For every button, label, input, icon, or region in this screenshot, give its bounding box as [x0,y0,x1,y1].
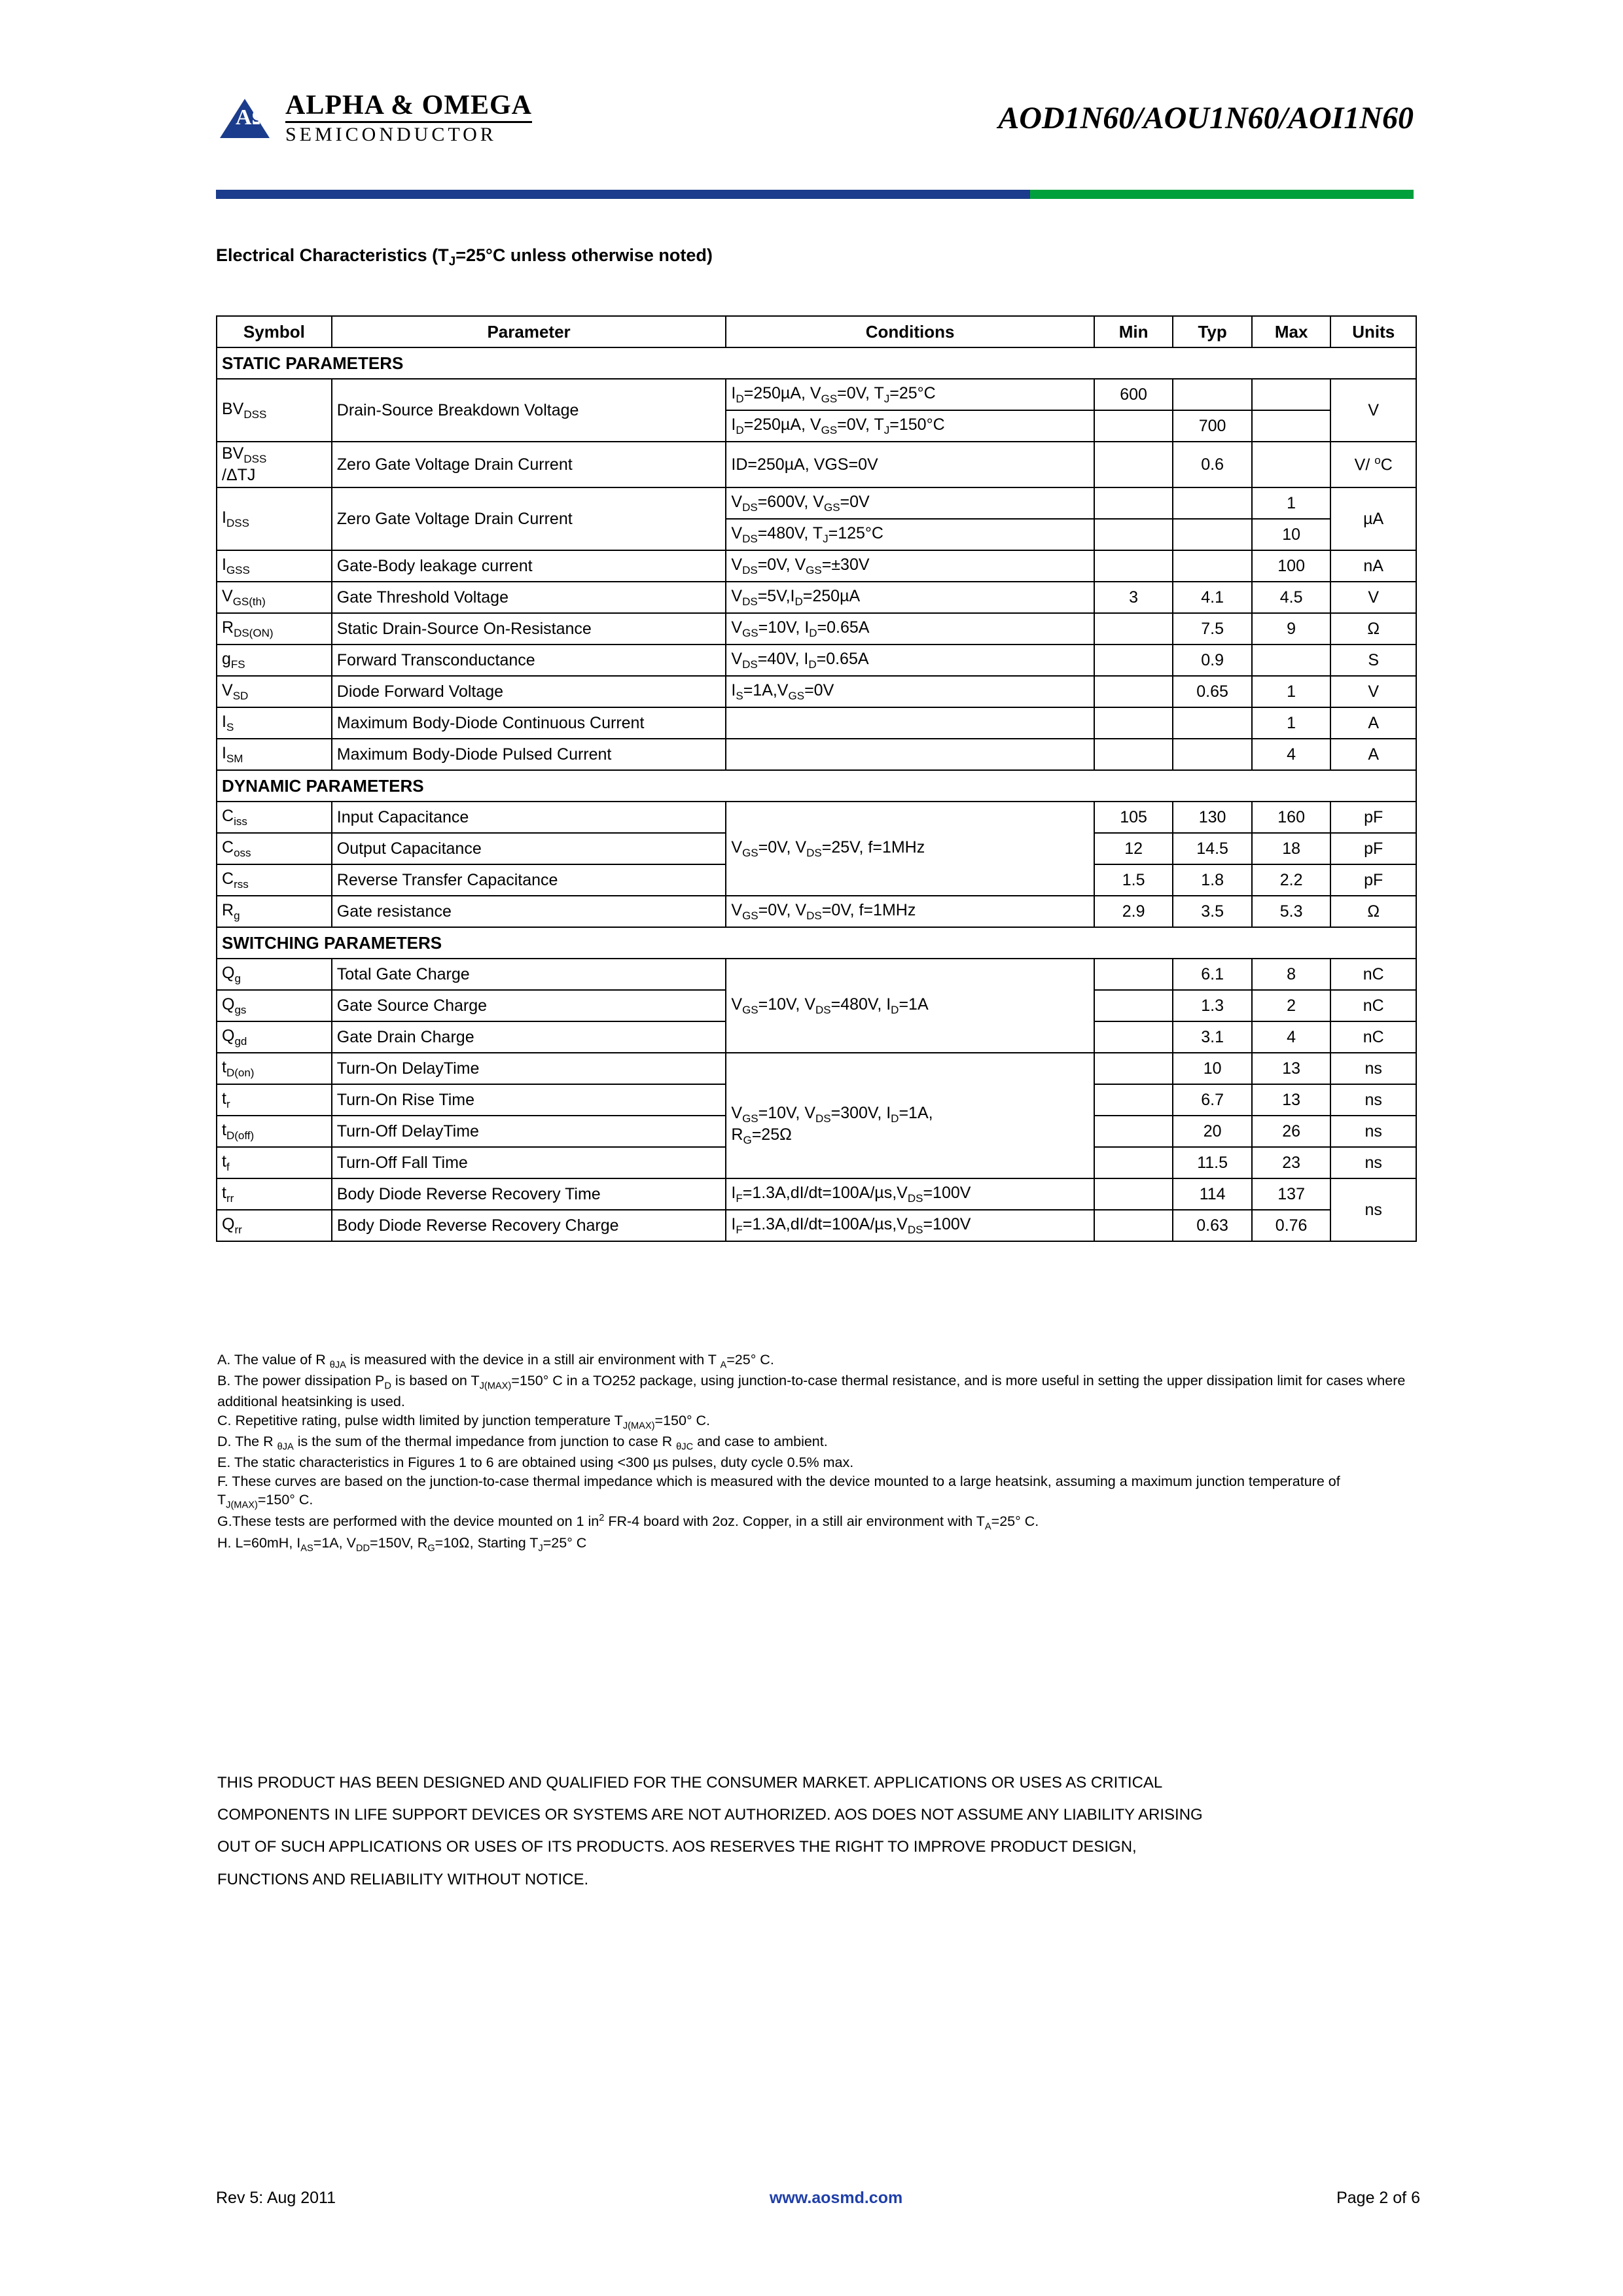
cell-min [1094,442,1173,487]
cell-parameter: Body Diode Reverse Recovery Charge [332,1210,726,1241]
table-row [217,896,1416,927]
table-row [217,802,1416,833]
cell-parameter: Zero Gate Voltage Drain Current [332,442,726,487]
table-row [217,550,1416,582]
footnote-item: B. The power dissipation $P_D$ is based on $T_{J(MAX)}=150^\circ$ C in a TO252 package, using junction-to-case thermal resistance, and is more useful in setting the upper dissipation limit for cases where additional heatsinking is used. [217,1373,1406,1409]
cell-max: 100 [1252,550,1331,582]
col-typ: Typ [1173,316,1252,347]
cell-min [1094,1147,1173,1178]
cell-max: 4 [1252,1021,1331,1053]
cell-symbol: $Q_g$ [217,959,332,990]
cell-units: µA [1330,487,1416,550]
cell-symbol: $t_r$ [217,1084,332,1116]
cell-min [1094,487,1173,519]
table-row [217,739,1416,770]
cell-max: 4.5 [1252,582,1331,613]
cell-parameter: Diode Forward Voltage [332,676,726,707]
cell-min [1094,1116,1173,1147]
cell-parameter: Gate Threshold Voltage [332,582,726,613]
cell-parameter: Drain-Source Breakdown Voltage [332,379,726,442]
cell-conditions: $V_{GS}=10V$, $V_{DS}=300V$, $I_D=1A$, $R_G=25\Omega$ [726,1053,1094,1178]
cell-max [1252,645,1331,676]
cell-min: 600 [1094,379,1173,410]
cell-parameter: Turn-On Rise Time [332,1084,726,1116]
cell-max: 1 [1252,487,1331,519]
cell-max: 5.3 [1252,896,1331,927]
cell-conditions: $I_F=1.3A,dI/dt=100A/\mu s,V_{DS}=100V$ [726,1178,1094,1210]
cell-typ: 4.1 [1173,582,1252,613]
cell-symbol: $I_{GSS}$ [217,550,332,582]
cell-max: 8 [1252,959,1331,990]
cell-conditions: $V_{GS}=10V$, $I_D=0.65A$ [726,613,1094,645]
cell-max: 9 [1252,613,1331,645]
table-group-header: STATIC PARAMETERS [217,347,1416,379]
cell-units: nC [1330,959,1416,990]
cell-units: A [1330,739,1416,770]
cell-typ: 114 [1173,1178,1252,1210]
disclaimer-line: FUNCTIONS AND RELIABILITY WITHOUT NOTICE. [217,1870,589,1888]
cell-parameter: Zero Gate Voltage Drain Current [332,487,726,550]
cell-typ: 0.9 [1173,645,1252,676]
cell-units: V [1330,676,1416,707]
footnote-item: A. The value of R $_{\theta JA}$ is measured with the device in a still air environment with T $_A$=25° C. [217,1352,774,1371]
cell-typ: 0.63 [1173,1210,1252,1241]
cell-conditions: $V_{GS}=0V$, $V_{DS}=25V$, f=1MHz [726,802,1094,896]
logo-company-subtitle: SEMICONDUCTOR [285,121,532,145]
col-units: Units [1330,316,1416,347]
cell-min: 2.9 [1094,896,1173,927]
cell-units: ns [1330,1116,1416,1147]
cell-conditions: $V_{DS}=0V$, $V_{GS}=\pm 30V$ [726,550,1094,582]
cell-symbol: $I_S$ [217,707,332,739]
disclaimer-line: THIS PRODUCT HAS BEEN DESIGNED AND QUALIFIED FOR THE CONSUMER MARKET. APPLICATIONS OR USES AS CRITICAL [217,1774,1163,1792]
table-row [217,707,1416,739]
disclaimer-line: OUT OF SUCH APPLICATIONS OR USES OF ITS PRODUCTS. AOS RESERVES THE RIGHT TO IMPROVE PRODUCT DESIGN, [217,1838,1137,1856]
cell-typ: 6.1 [1173,959,1252,990]
section-title-pre: Electrical Characteristics (T [216,245,449,265]
cell-max: 13 [1252,1053,1331,1084]
cell-typ: 10 [1173,1053,1252,1084]
cell-max: 1 [1252,676,1331,707]
cell-parameter: Body Diode Reverse Recovery Time [332,1178,726,1210]
table-row [217,613,1416,645]
cell-parameter: Gate Drain Charge [332,1021,726,1053]
cell-parameter: Turn-Off DelayTime [332,1116,726,1147]
cell-symbol: $t_{D(on)}$ [217,1053,332,1084]
cell-min [1094,1021,1173,1053]
logo-company-name: ALPHA & OMEGA [285,90,532,120]
cell-conditions [726,739,1094,770]
table-group-header: SWITCHING PARAMETERS [217,927,1416,959]
cell-symbol: $C_{iss}$ [217,802,332,833]
cell-parameter: Maximum Body-Diode Pulsed Current [332,739,726,770]
cell-min [1094,645,1173,676]
table-row [217,442,1416,487]
cell-conditions [726,707,1094,739]
cell-min [1094,1210,1173,1241]
cell-units: ns [1330,1147,1416,1178]
cell-conditions: $V_{GS}=10V$, $V_{DS}=480V$, $I_D=1A$ [726,959,1094,1053]
table-row [217,959,1416,990]
cell-typ: 0.65 [1173,676,1252,707]
cell-units: ns [1330,1084,1416,1116]
table-row [217,487,1416,519]
cell-conditions: $V_{DS}=600V$, $V_{GS}=0V$ [726,487,1094,519]
cell-symbol: $Q_{gd}$ [217,1021,332,1053]
cell-parameter: Forward Transconductance [332,645,726,676]
cell-max: 10 [1252,519,1331,550]
cell-units: ns [1330,1178,1416,1241]
section-title-sub: J [448,255,456,269]
cell-symbol: $Q_{rr}$ [217,1210,332,1241]
table-body [217,347,1416,1241]
cell-typ [1173,487,1252,519]
cell-parameter: Gate resistance [332,896,726,927]
cell-conditions: $I_F=1.3A,dI/dt=100A/\mu s,V_{DS}=100V$ [726,1210,1094,1241]
cell-max: 0.76 [1252,1210,1331,1241]
cell-parameter: Output Capacitance [332,833,726,864]
legal-disclaimer [217,1767,1428,1896]
cell-min [1094,707,1173,739]
table-group-header-row [217,347,1416,379]
cell-max: 23 [1252,1147,1331,1178]
cell-units: nC [1330,1021,1416,1053]
cell-parameter: Total Gate Charge [332,959,726,990]
cell-symbol: $Q_{gs}$ [217,990,332,1021]
cell-min [1094,990,1173,1021]
page-footer [216,2189,1420,2208]
alpha-omega-logo-icon [216,94,279,142]
footnote-item: H. L=60mH, $I_{AS}=1A$, $V_{DD}=150V$, $R_G=10Ω$, Starting $T_J=25^\circ$ C [217,1534,587,1554]
table-header [217,316,1416,347]
cell-max: 18 [1252,833,1331,864]
cell-min [1094,550,1173,582]
cell-conditions: $I_D=250\mu A$, $V_{GS}=0V$, $T_J=25^\circ C$ [726,379,1094,410]
footnote-item: F. These curves are based on the junction-to-case thermal impedance which is measured with the device mounted to a large heatsink, assuming a maximum junction temperature of $T_{J(MAX)}=150^\circ$ C. [217,1474,1340,1511]
cell-conditions: $I_S=1A,V_{GS}=0V$ [726,676,1094,707]
cell-units: S [1330,645,1416,676]
cell-typ: 130 [1173,802,1252,833]
table-row [217,1210,1416,1241]
cell-typ [1173,519,1252,550]
cell-min [1094,739,1173,770]
cell-symbol: $t_f$ [217,1147,332,1178]
cell-typ: 3.1 [1173,1021,1252,1053]
cell-typ [1173,739,1252,770]
col-min: Min [1094,316,1173,347]
cell-max: 13 [1252,1084,1331,1116]
cell-symbol: $g_{FS}$ [217,645,332,676]
col-parameter: Parameter [332,316,726,347]
cell-units: pF [1330,802,1416,833]
table-row [217,1053,1416,1084]
cell-max: 2.2 [1252,864,1331,896]
cell-units: A [1330,707,1416,739]
cell-parameter: Maximum Body-Diode Continuous Current [332,707,726,739]
cell-units: nC [1330,990,1416,1021]
cell-parameter: Reverse Transfer Capacitance [332,864,726,896]
cell-units: Ω [1330,896,1416,927]
footer-page-number: Page 2 of 6 [1336,2189,1420,2207]
cell-min [1094,959,1173,990]
cell-max: 4 [1252,739,1331,770]
cell-symbol: $I_{SM}$ [217,739,332,770]
cell-typ: 11.5 [1173,1147,1252,1178]
cell-units: nA [1330,550,1416,582]
cell-min [1094,1178,1173,1210]
table-row [217,379,1416,410]
cell-min [1094,519,1173,550]
disclaimer-line: COMPONENTS IN LIFE SUPPORT DEVICES OR SYSTEMS ARE NOT AUTHORIZED. AOS DOES NOT ASSUME ANY LIABILITY ARISING [217,1806,1203,1824]
cell-symbol: $C_{rss}$ [217,864,332,896]
cell-min: 1.5 [1094,864,1173,896]
cell-typ: 700 [1173,410,1252,442]
cell-parameter: Gate Source Charge [332,990,726,1021]
cell-max: 26 [1252,1116,1331,1147]
cell-units: V [1330,379,1416,442]
footnote-item: D. The R $_{\theta JA}$ is the sum of the thermal impedance from junction to case R $_{\theta JC}$ and case to ambient. [217,1433,828,1453]
cell-parameter: Turn-Off Fall Time [332,1147,726,1178]
table-row [217,582,1416,613]
cell-typ [1173,379,1252,410]
cell-units: Ω [1330,613,1416,645]
table-group-header-row [217,927,1416,959]
cell-symbol: $R_{DS(ON)}$ [217,613,332,645]
cell-parameter: Turn-On DelayTime [332,1053,726,1084]
cell-min [1094,410,1173,442]
cell-typ: 1.3 [1173,990,1252,1021]
cell-units: V [1330,582,1416,613]
table-row [217,645,1416,676]
cell-min [1094,676,1173,707]
footnote-item: E. The static characteristics in Figures 1 to 6 are obtained using <300 µs pulses, duty cycle 0.5% max. [217,1455,854,1471]
col-max: Max [1252,316,1331,347]
footnote-item: G.These tests are performed with the device mounted on 1 $in^2$ FR-4 board with 2oz. Copper, in a still air environment with $T_A=25^\circ$ C. [217,1513,1039,1532]
cell-symbol: $BV_{DSS}$ [217,379,332,442]
cell-conditions: $V_{DS}=480V$, $T_J=125^\circ C$ [726,519,1094,550]
cell-typ: 0.6 [1173,442,1252,487]
cell-parameter: Gate-Body leakage current [332,550,726,582]
cell-typ: 1.8 [1173,864,1252,896]
table-row [217,676,1416,707]
electrical-characteristics-table [216,315,1417,1242]
cell-typ: 7.5 [1173,613,1252,645]
col-symbol: Symbol [217,316,332,347]
cell-symbol: $t_{rr}$ [217,1178,332,1210]
cell-units: pF [1330,864,1416,896]
cell-units: ns [1330,1053,1416,1084]
cell-typ: 6.7 [1173,1084,1252,1116]
cell-min: 105 [1094,802,1173,833]
cell-symbol: $V_{GS(th)}$ [217,582,332,613]
cell-typ: 3.5 [1173,896,1252,927]
cell-max: 1 [1252,707,1331,739]
cell-parameter: Input Capacitance [332,802,726,833]
cell-units: pF [1330,833,1416,864]
cell-parameter: Static Drain-Source On-Resistance [332,613,726,645]
footer-website-link[interactable]: www.aosmd.com [769,2189,903,2207]
col-conditions: Conditions [726,316,1094,347]
cell-typ [1173,550,1252,582]
cell-units: V/ $^o$C [1330,442,1416,487]
cell-typ: 14.5 [1173,833,1252,864]
cell-symbol: $I_{DSS}$ [217,487,332,550]
cell-min: 3 [1094,582,1173,613]
cell-symbol: $V_{SD}$ [217,676,332,707]
cell-typ: 20 [1173,1116,1252,1147]
cell-max [1252,442,1331,487]
cell-max [1252,410,1331,442]
page-header [216,82,1414,154]
footer-revision: Rev 5: Aug 2011 [216,2189,336,2207]
cell-conditions: $V_{GS}=0V$, $V_{DS}=0V$, f=1MHz [726,896,1094,927]
cell-min: 12 [1094,833,1173,864]
logo-mark-letter: AΩ [236,105,270,130]
cell-symbol: $C_{oss}$ [217,833,332,864]
cell-symbol: $BV_{DSS}$ /ΔTJ [217,442,332,487]
cell-conditions: $V_{DS}=5V,I_D=250\mu A$ [726,582,1094,613]
cell-symbol: $R_g$ [217,896,332,927]
cell-max: 160 [1252,802,1331,833]
table-header-row [217,316,1416,347]
cell-max: 2 [1252,990,1331,1021]
cell-min [1094,1084,1173,1116]
cell-min [1094,1053,1173,1084]
cell-conditions: $V_{DS}=40V$, $I_D=0.65A$ [726,645,1094,676]
cell-conditions: ID=250µA, VGS=0V [726,442,1094,487]
footnote-item: C. Repetitive rating, pulse width limited by junction temperature $T_{J(MAX)}=150^\circ$ C. [217,1412,711,1431]
table-group-header: DYNAMIC PARAMETERS [217,770,1416,802]
table-row [217,1178,1416,1210]
cell-conditions: $I_D=250\mu A$, $V_{GS}=0V$, $T_J=150^\circ C$ [726,410,1094,442]
cell-max: 137 [1252,1178,1331,1210]
part-number-title: AOD1N60/AOU1N60/AOI1N60 [998,100,1414,135]
cell-min [1094,613,1173,645]
company-logo [216,91,532,145]
table-group-header-row [217,770,1416,802]
section-title-post: =25°C unless otherwise noted) [455,245,713,265]
cell-symbol: $t_{D(off)}$ [217,1116,332,1147]
cell-typ [1173,707,1252,739]
header-divider-bar [216,190,1414,199]
section-title [216,245,713,269]
cell-max [1252,379,1331,410]
footnotes [217,1351,1421,1555]
